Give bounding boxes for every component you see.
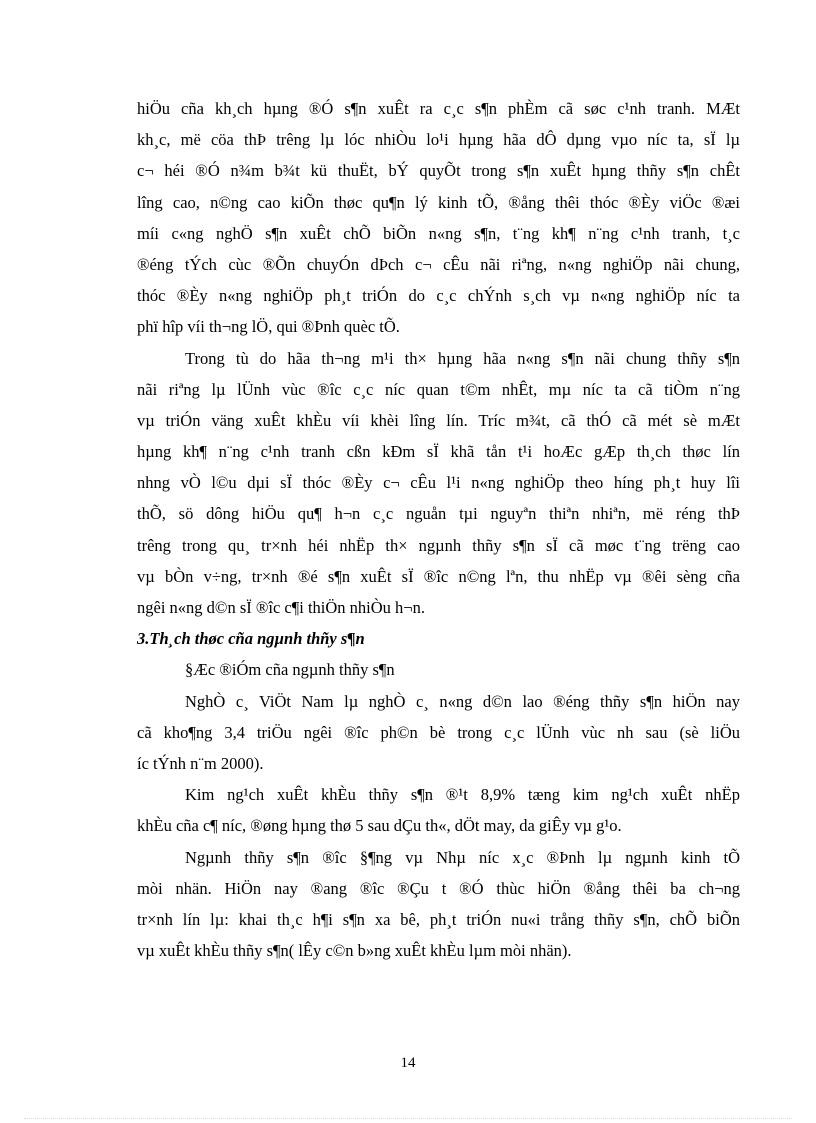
subsection-heading: §Æc ®iÓm cña ngµnh thñy s¶n — [185, 660, 395, 680]
text-line: hµng kh¶ n¨ng c¹nh tranh cßn kÐm sÏ khã tån t¹i hoÆc gÆp th¸ch thøc lín — [137, 442, 740, 462]
text-line: míi c«ng nghÖ s¶n xuÊt chÕ biÕn n«ng s¶n, t¨ng kh¶ n¨ng c¹nh tranh, t¸c — [137, 223, 740, 243]
text-line: thóc ®Èy n«ng nghiÖp ph¸t triÓn do c¸c chÝnh s¸ch vµ n«ng nghiÖp níc ta — [137, 286, 740, 306]
section-heading: 3.Th¸ch thøc cña ngµnh thñy s¶n — [137, 629, 365, 649]
text-line: ®éng tÝch cùc ®Õn chuyÓn dÞch c¬ cÊu nãi riªng, n«ng nghiÖp nãi chung, — [137, 254, 740, 274]
text-line: thÕ, sö dông hiÖu qu¶ h¬n c¸c nguån tµi nguyªn thiªn nhiªn, më réng thÞ — [137, 504, 740, 524]
text-line: mòi nhän. HiÖn nay ®ang ®îc ®Çu t ®Ó thùc hiÖn ®ång thêi ba ch¬ng — [137, 878, 740, 898]
paragraph-5 — [137, 842, 740, 967]
text-line: kh¸c, më cöa thÞ trêng lµ lóc nhiÒu lo¹i hµng hãa dÔ dµng vµo níc ta, sÏ lµ — [137, 130, 740, 150]
paragraph-4 — [137, 779, 740, 841]
text-line: Ngµnh thñy s¶n ®îc §¶ng vµ Nhµ níc x¸c ®Þnh lµ ngµnh kinh tÕ — [185, 847, 740, 867]
text-line: hiÖu cña kh¸ch hµng ®Ó s¶n xuÊt ra c¸c s¶n phÈm cã søc c¹nh tranh. MÆt — [137, 99, 740, 118]
text-line: khÈu cña c¶ níc, ®øng hµng thø 5 sau dÇu th«, dÖt may, da giÊy vµ g¹o. — [137, 816, 622, 836]
page-bottom-divider — [24, 1118, 792, 1119]
page-number: 14 — [400, 1055, 416, 1071]
text-line: ngêi n«ng d©n sÏ ®îc c¶i thiÖn nhiÒu h¬n. — [137, 598, 425, 617]
text-line: NghÒ c¸ ViÖt Nam lµ nghÒ c¸ n«ng d©n lao ®éng thñy s¶n hiÖn nay — [185, 691, 740, 711]
text-line: nhng vÒ l©u dµi sÏ thóc ®Èy c¬ cÊu l¹i n«ng nghiÖp theo híng ph¸t huy lîi — [137, 473, 740, 493]
text-line: cã kho¶ng 3,4 triÖu ngêi ®îc ph©n bè trong c¸c lÜnh vùc nh sau (sè liÖu — [137, 722, 740, 742]
paragraph-2 — [137, 343, 740, 624]
text-line: nãi riªng lµ lÜnh vùc ®îc c¸c níc quan t©m nhÊt, mµ níc ta cã tiÒm n¨ng — [137, 379, 740, 399]
text-line: Kim ng¹ch xuÊt khÈu thñy s¶n ®¹t 8,9% tæng kim ng¹ch xuÊt nhËp — [185, 785, 740, 805]
text-line: vµ triÓn väng xuÊt khÈu víi khèi lîng lín. Tríc m¾t, cã thÓ cã mét sè mÆt — [137, 410, 740, 430]
text-line: íc tÝnh n¨m 2000). — [137, 753, 264, 773]
text-line: c¬ héi ®Ó n¾m b¾t kü thuËt, bÝ quyÕt trong s¶n xuÊt hµng thñy s¶n chÊt — [137, 161, 740, 181]
text-line: vµ bÒn v÷ng, tr×nh ®é s¶n xuÊt sÏ ®îc n©ng lªn, thu nhËp vµ ®êi sèng cña — [137, 566, 740, 586]
text-line: trêng trong qu¸ tr×nh héi nhËp th× ngµnh thñy s¶n sÏ cã møc t¨ng trëng cao — [137, 535, 740, 555]
text-line: Trong tù do hãa th¬ng m¹i th× hµng hãa n«ng s¶n nãi chung thñy s¶n — [185, 348, 740, 368]
text-line: lîng cao, n©ng cao kiÕn thøc qu¶n lý kinh tÕ, ®ång thêi thóc ®Èy viÖc ®æi — [137, 192, 740, 212]
text-line: tr×nh lín lµ: khai th¸c h¶i s¶n xa bê, ph¸t triÓn nu«i trång thñy s¶n, chÕ biÕn — [137, 909, 740, 929]
paragraph-1 — [137, 93, 740, 343]
text-line: vµ xuÊt khÈu thñy s¶n( lÊy c©n b»ng xuÊt khÈu lµm mòi nhän). — [137, 941, 572, 961]
page-body — [137, 93, 740, 966]
paragraph-3 — [137, 686, 740, 780]
text-line: phï hîp víi th¬ng lÖ, qui ®Þnh quèc tÕ. — [137, 317, 400, 337]
